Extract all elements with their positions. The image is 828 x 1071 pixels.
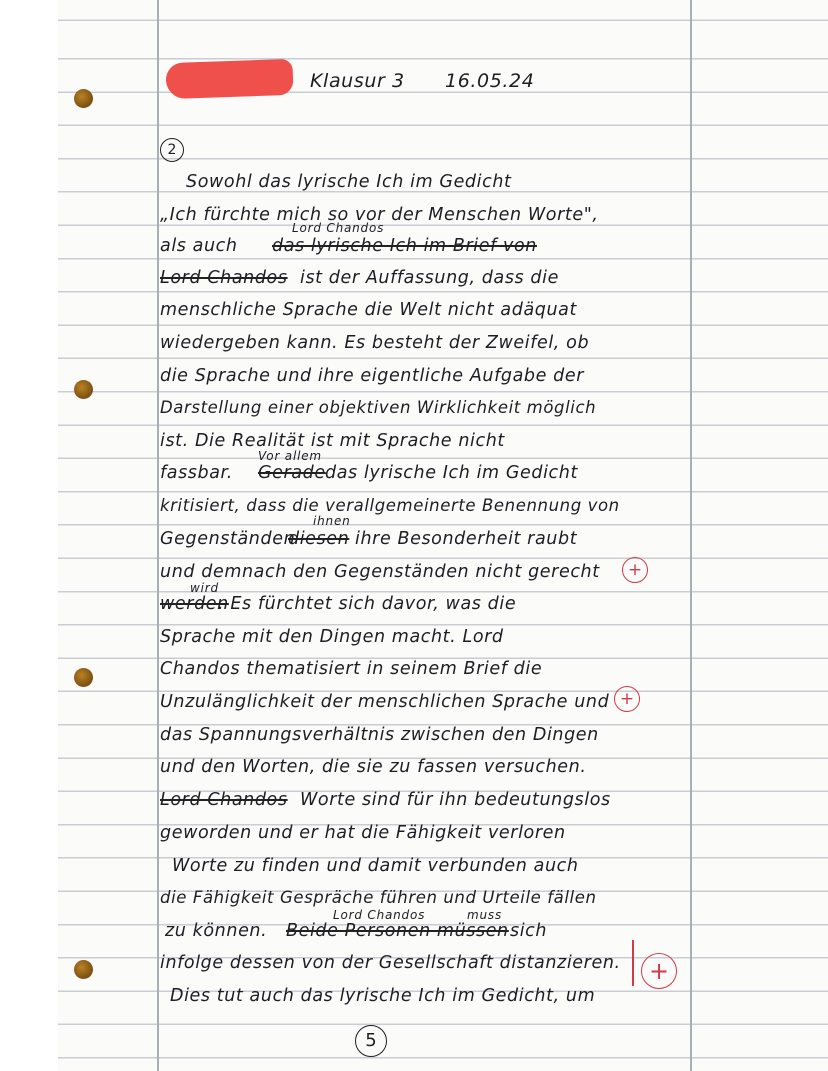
text-line: Chandos thematisiert in seinem Brief die bbox=[160, 659, 543, 679]
insertion: Vor allem bbox=[258, 449, 322, 463]
struck-text: werden bbox=[160, 594, 229, 614]
text-line: das lyrische Ich im Gedicht bbox=[325, 463, 578, 483]
struck-text: das lyrische Ich im Brief von bbox=[272, 236, 537, 256]
text-line: Dies tut auch das lyrische Ich im Gedicht, um bbox=[170, 986, 596, 1006]
left-margin-line bbox=[157, 0, 159, 1071]
struck-text: Lord Chandos bbox=[160, 790, 288, 810]
correction-margin-bar bbox=[632, 940, 634, 986]
text-line: das Spannungsverhältnis zwischen den Dingen bbox=[160, 725, 599, 745]
text-line: sich bbox=[510, 921, 548, 941]
text-line: ist der Auffassung, dass die bbox=[300, 268, 559, 288]
correction-plus-mark: + bbox=[622, 557, 648, 583]
correction-plus-mark: + bbox=[614, 686, 640, 712]
right-margin-line bbox=[690, 0, 692, 1071]
text-line: und demnach den Gegenständen nicht gerecht bbox=[160, 562, 600, 582]
insertion: wird bbox=[190, 581, 219, 595]
text-line: ihre Besonderheit raubt bbox=[355, 529, 578, 549]
text-line: die Sprache und ihre eigentliche Aufgabe der bbox=[160, 366, 584, 386]
text-line: Unzulänglichkeit der menschlichen Sprache und bbox=[160, 692, 610, 712]
text-line: und den Worten, die sie zu fassen versuchen. bbox=[160, 757, 587, 777]
exam-date: 16.05.24 bbox=[445, 70, 535, 92]
punch-hole bbox=[74, 380, 93, 399]
text-line: geworden und er hat die Fähigkeit verloren bbox=[160, 823, 566, 843]
insertion: muss bbox=[467, 908, 502, 922]
text-line: fassbar. bbox=[160, 463, 233, 483]
text-line: Worte zu finden und damit verbunden auch bbox=[172, 856, 579, 876]
text-line: . Es fürchtet sich davor, was die bbox=[218, 594, 517, 614]
redacted-name bbox=[165, 59, 293, 99]
insertion: Lord Chandos bbox=[333, 908, 426, 922]
insertion: ihnen bbox=[313, 514, 351, 528]
punch-hole bbox=[74, 960, 93, 979]
text-line: ist. Die Realität ist mit Sprache nicht bbox=[160, 431, 505, 451]
punch-hole bbox=[74, 89, 93, 108]
text-line: Darstellung einer objektiven Wirklichkeit möglich bbox=[160, 398, 597, 417]
text-line: Worte sind für ihn bedeutungslos bbox=[300, 790, 611, 810]
page-number: 5 bbox=[355, 1025, 387, 1057]
struck-text: Lord Chandos bbox=[160, 268, 288, 288]
struck-text: Gerade bbox=[258, 463, 326, 483]
text-line: zu können. bbox=[165, 921, 268, 941]
text-line: infolge dessen von der Gesellschaft distanzieren. bbox=[160, 953, 621, 973]
text-line: die Fähigkeit Gespräche führen und Urteile fällen bbox=[160, 888, 597, 907]
correction-plus-mark: + bbox=[641, 953, 677, 989]
insertion: Lord Chandos bbox=[292, 221, 385, 235]
text-line: Gegenständen bbox=[160, 529, 296, 549]
text-line: Sprache mit den Dingen macht. Lord bbox=[160, 627, 504, 647]
text-line: Sowohl das lyrische Ich im Gedicht bbox=[186, 172, 512, 192]
exam-title: Klausur 3 bbox=[310, 70, 405, 92]
punch-hole bbox=[74, 668, 93, 687]
struck-text: Beide Personen müssen bbox=[286, 921, 509, 941]
struck-text: diesen bbox=[288, 529, 350, 549]
task-number: 2 bbox=[160, 138, 184, 162]
text-line: als auch bbox=[160, 236, 238, 256]
text-line: „Ich fürchte mich so vor der Menschen Worte", bbox=[160, 205, 599, 225]
text-line: kritisiert, dass die verallgemeinerte Benennung von bbox=[160, 496, 620, 515]
text-line: wiedergeben kann. Es besteht der Zweifel, ob bbox=[160, 333, 590, 353]
text-line: menschliche Sprache die Welt nicht adäquat bbox=[160, 300, 577, 320]
